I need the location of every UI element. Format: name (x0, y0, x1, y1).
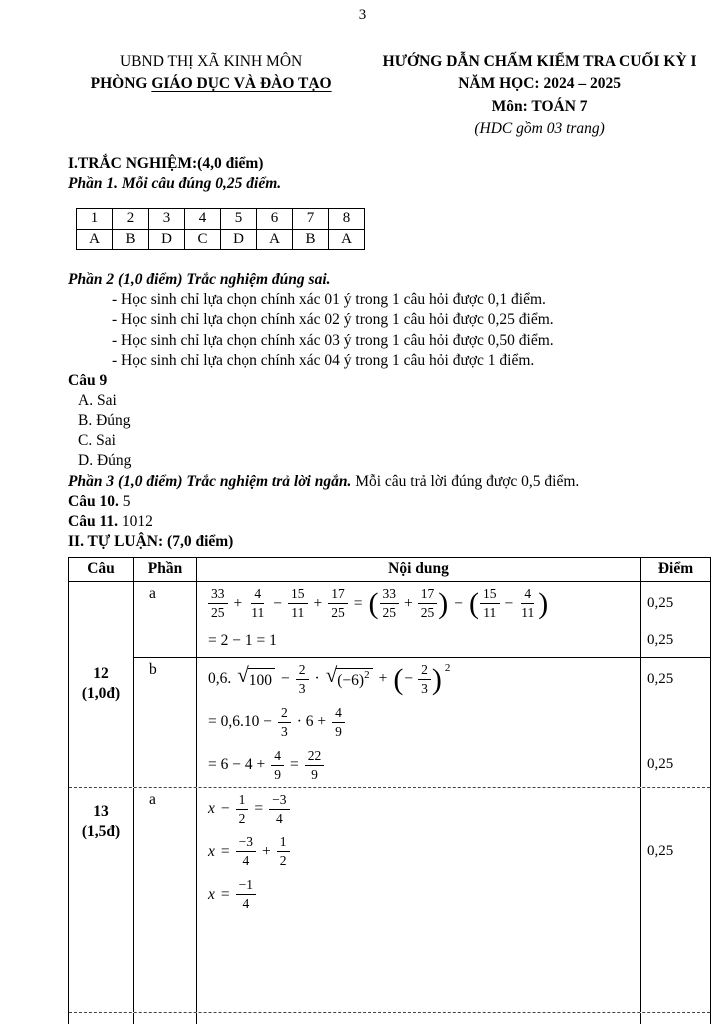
denominator: 3 (421, 681, 428, 697)
math-text: = (220, 885, 230, 903)
math-variable: x (208, 842, 215, 860)
scoring-rules-list (68, 290, 711, 371)
numerator: −1 (236, 877, 256, 895)
radical-sign-icon: √ (237, 663, 249, 688)
question-number-cell (69, 788, 134, 1012)
numerator: 2 (278, 705, 291, 723)
header-diem: Điểm (640, 558, 710, 581)
question-points: (1,0đ) (81, 685, 121, 703)
answer-row (77, 229, 365, 250)
part2-title: Phần 2 (1,0 điểm) Trắc nghiệm đúng sai. (68, 271, 331, 289)
part-label-cell: b (134, 658, 197, 787)
math-text: − (404, 670, 414, 688)
denominator: 4 (275, 810, 283, 826)
numerator: 15 (480, 586, 500, 604)
radical-sign-icon: √ (325, 663, 338, 688)
open-paren: ( (469, 586, 479, 620)
close-paren: ) (431, 662, 442, 696)
math-text: − (454, 594, 463, 612)
question-number-cell: 5 (221, 209, 257, 230)
fraction (277, 834, 290, 869)
numerator: 15 (288, 586, 308, 604)
solution-content (197, 658, 710, 787)
answer-row (77, 209, 365, 230)
cau10-answer: 5 (122, 492, 131, 510)
cau11-line (68, 512, 711, 532)
header-cau: Câu (69, 558, 134, 581)
score-value: 0,25 (647, 632, 674, 649)
truncated-phan-cell (134, 1013, 197, 1024)
part-label-cell: a (134, 788, 197, 1012)
square-root (237, 663, 275, 691)
org-name: UBND THỊ XÃ KINH MÔN (119, 53, 303, 70)
table-body (69, 582, 710, 1024)
math-expression (197, 873, 640, 916)
fraction (518, 586, 537, 621)
answer-letter-cell: C (185, 229, 221, 250)
cau9-answer-option: C. Sai (78, 432, 116, 450)
page-count-note: (HDC gồm 03 trang) (474, 120, 605, 138)
part3-title-rest: Mỗi câu trả lời đúng được 0,5 điểm. (351, 472, 580, 490)
solution-content (197, 788, 710, 1012)
scoring-rule: - Học sinh chỉ lựa chọn chính xác 04 ý trong 1 câu hỏi được 1 điểm. (112, 351, 535, 369)
score-cell (640, 744, 710, 787)
math-expression (197, 830, 640, 873)
score-cell (640, 582, 710, 625)
cau9-answer-list (68, 391, 711, 472)
answer-letter-cell: D (149, 229, 185, 250)
parts-container (134, 582, 710, 786)
parts-container (134, 788, 710, 1012)
question-number-cell: 3 (149, 209, 185, 230)
truncated-cau-cell (69, 1013, 134, 1024)
cau9-answer-option: D. Đúng (78, 452, 132, 470)
paren-content (403, 662, 432, 697)
math-expression (197, 701, 640, 744)
numerator: −3 (269, 792, 289, 810)
question-number-cell (69, 582, 134, 786)
denominator: 11 (251, 605, 265, 621)
denominator: 11 (521, 605, 535, 621)
fraction (236, 834, 256, 869)
solution-line (197, 788, 710, 831)
part3-title-bold: Phần 3 (1,0 điểm) Trắc nghiệm trả lời ngắn. (68, 472, 352, 490)
math-expression (197, 625, 640, 657)
score-cell (640, 788, 710, 831)
math-text: + (404, 594, 413, 612)
cau10-line (68, 492, 711, 512)
denominator: 4 (242, 896, 250, 912)
question-number-cell: 7 (293, 209, 329, 230)
numerator: 4 (332, 705, 345, 723)
math-text: + (378, 670, 388, 688)
part-label-cell: a (134, 582, 197, 657)
radicand (248, 668, 275, 691)
math-text: = 6 − 4 + (208, 756, 266, 774)
scoring-rule: - Học sinh chỉ lựa chọn chính xác 03 ý trong 1 câu hỏi được 0,50 điểm. (112, 331, 554, 349)
fraction (328, 586, 348, 621)
square-root (325, 663, 373, 691)
superscript: 2 (364, 669, 370, 682)
numerator: 1 (277, 834, 290, 852)
answer-letter-cell: A (329, 229, 365, 250)
answer-letter-cell: D (221, 229, 257, 250)
score-value: 0,25 (647, 594, 674, 611)
solution-part (134, 657, 710, 787)
solution-part (134, 582, 710, 657)
solution-line (197, 582, 710, 625)
math-text: = (353, 594, 363, 612)
fraction (269, 792, 289, 827)
radicand (336, 668, 372, 691)
solution-line (197, 873, 710, 916)
numerator: 33 (208, 586, 228, 604)
numerator: 2 (418, 662, 431, 680)
question-row (69, 582, 710, 786)
subject: Môn: TOÁN 7 (491, 97, 588, 115)
fraction (288, 586, 308, 621)
document-body (68, 154, 711, 1024)
score-cell (640, 701, 710, 744)
fraction (236, 877, 256, 912)
math-expression (197, 582, 640, 625)
truncated-line (197, 1013, 710, 1024)
fraction (305, 748, 325, 783)
scoring-rule: - Học sinh chỉ lựa chọn chính xác 02 ý trong 1 câu hỏi được 0,25 điểm. (112, 311, 554, 329)
cau11-label: Câu 11. (68, 512, 118, 530)
denominator: 3 (280, 723, 288, 739)
denominator: 11 (483, 605, 497, 621)
empty-area (197, 1013, 640, 1024)
numerator: 17 (328, 586, 348, 604)
math-text: = 0,6.10 − (208, 713, 272, 731)
fraction (380, 586, 400, 621)
paren-group (393, 662, 442, 697)
score-cell (640, 658, 710, 701)
solution-line (197, 625, 710, 657)
question-number: 13 (93, 802, 109, 820)
answer-letter-cell: B (293, 229, 329, 250)
fraction (332, 705, 345, 740)
filler-space (197, 916, 710, 1011)
section2-title: II. TỰ LUẬN: (7,0 điểm) (68, 532, 234, 550)
fraction (236, 792, 249, 827)
document-header (60, 51, 717, 141)
cau10-label: Câu 10. (68, 492, 119, 510)
question-row (69, 787, 710, 1013)
score-value: 0,25 (647, 756, 674, 773)
math-text: − (273, 594, 282, 612)
paren-group (369, 586, 449, 621)
paren-content (379, 586, 439, 621)
answer-letter-cell: B (113, 229, 149, 250)
cau9-label: Câu 9 (68, 371, 108, 389)
answer-letter-cell: A (257, 229, 293, 250)
score-cell (640, 625, 710, 657)
math-text: − (220, 799, 230, 817)
issuing-authority-block (60, 51, 362, 141)
denominator: 9 (335, 723, 342, 739)
cau11-answer: 1012 (121, 512, 153, 530)
solution-line (197, 744, 710, 787)
numerator: 1 (236, 792, 249, 810)
fraction (480, 586, 500, 621)
denominator: 2 (279, 853, 287, 869)
numerator: 4 (521, 586, 534, 604)
math-text: − (504, 594, 514, 612)
math-text: · 6 + (296, 713, 327, 731)
math-expression (197, 658, 640, 701)
solution-line (197, 701, 710, 744)
solution-part (134, 788, 710, 1012)
solution-content (197, 582, 710, 657)
denominator: 25 (211, 605, 225, 621)
question-points: (1,5đ) (81, 822, 121, 840)
math-variable: x (208, 885, 215, 903)
fraction (208, 586, 228, 621)
truncated-parts (134, 1013, 710, 1024)
numerator: 22 (305, 748, 325, 766)
truncated-content (197, 1013, 710, 1024)
header-noidung: Nội dung (388, 560, 449, 578)
answer-letter-cell: A (77, 229, 113, 250)
math-text: 100 (248, 672, 273, 690)
math-text: (−6) (337, 672, 365, 690)
math-text: + (313, 594, 323, 612)
score-value: 0,25 (647, 670, 674, 687)
empty-area (197, 916, 640, 1011)
math-text: − (281, 670, 290, 688)
fraction (418, 586, 438, 621)
denominator: 25 (331, 605, 345, 621)
numerator: 33 (380, 586, 400, 604)
math-text: = (289, 756, 299, 774)
denominator: 11 (291, 605, 305, 621)
denominator: 3 (298, 681, 306, 697)
fraction (296, 662, 309, 697)
numerator: 2 (296, 662, 309, 680)
dept-name-underlined: GIÁO DỤC VÀ ĐÀO TẠO (151, 75, 332, 93)
close-paren: ) (538, 586, 549, 620)
part1-title: Phần 1. Mỗi câu đúng 0,25 điểm. (68, 175, 282, 193)
denominator: 9 (274, 766, 281, 782)
fraction (271, 748, 284, 783)
score-value: 0,25 (647, 843, 674, 860)
question-number-cell: 1 (77, 209, 113, 230)
denominator: 25 (382, 605, 396, 621)
answer-key-table (76, 208, 365, 250)
math-expression (197, 788, 640, 831)
header-phan: Phần (134, 558, 197, 581)
school-year: NĂM HỌC: 2024 – 2025 (458, 75, 621, 93)
page-number: 3 (358, 7, 367, 23)
numerator: 17 (418, 586, 438, 604)
question-number-cell: 4 (185, 209, 221, 230)
fraction (418, 662, 431, 697)
truncated-row (69, 1013, 710, 1024)
superscript: 2 (444, 662, 451, 675)
paren-group (469, 586, 548, 621)
numerator: 4 (251, 586, 264, 604)
open-paren: ( (393, 662, 404, 696)
document-title-block (362, 51, 717, 141)
question-number-cell: 2 (113, 209, 149, 230)
close-paren: ) (438, 586, 449, 620)
dept-name: PHÒNG GIÁO DỤC VÀ ĐÀO TẠO (90, 75, 332, 93)
fraction (278, 705, 291, 740)
solutions-table (68, 557, 711, 1024)
denominator: 2 (238, 810, 246, 826)
open-paren: ( (368, 586, 379, 620)
part3-title (68, 472, 711, 492)
score-cell (640, 873, 710, 916)
empty-score-cell (640, 1013, 710, 1024)
empty-score-cell (640, 916, 710, 1011)
question-number: 12 (93, 665, 109, 683)
denominator: 25 (420, 605, 435, 621)
math-expression (197, 744, 640, 787)
cau9-answer-option: B. Đúng (78, 412, 131, 430)
scoring-rule: - Học sinh chỉ lựa chọn chính xác 01 ý trong 1 câu hỏi được 0,1 điểm. (112, 291, 546, 309)
numerator: −3 (236, 834, 256, 852)
paren-content (479, 586, 538, 621)
truncated-part (134, 1013, 710, 1024)
cau9-answer-option: A. Sai (78, 392, 117, 409)
math-text: + (262, 842, 271, 860)
score-cell (640, 830, 710, 873)
math-text: 0,6. (208, 670, 232, 688)
math-text: + (233, 594, 243, 612)
question-number-cell: 8 (329, 209, 365, 230)
math-text: = (254, 799, 264, 817)
table-header-row (69, 558, 710, 582)
math-text: = (220, 842, 230, 860)
question-number-cell: 6 (257, 209, 293, 230)
math-text: · (314, 670, 320, 688)
doc-title: HƯỚNG DẪN CHẤM KIỂM TRA CUỐI KỲ I (382, 53, 697, 70)
fraction (248, 586, 267, 621)
math-text: = 2 − 1 = 1 (208, 632, 277, 650)
solution-line (197, 830, 710, 873)
numerator: 4 (271, 748, 284, 766)
math-variable: x (208, 799, 215, 817)
denominator: 4 (242, 853, 250, 869)
denominator: 9 (311, 766, 318, 782)
section1-title: I.TRẮC NGHIỆM:(4,0 điểm) (68, 154, 264, 172)
solution-line (197, 658, 710, 701)
